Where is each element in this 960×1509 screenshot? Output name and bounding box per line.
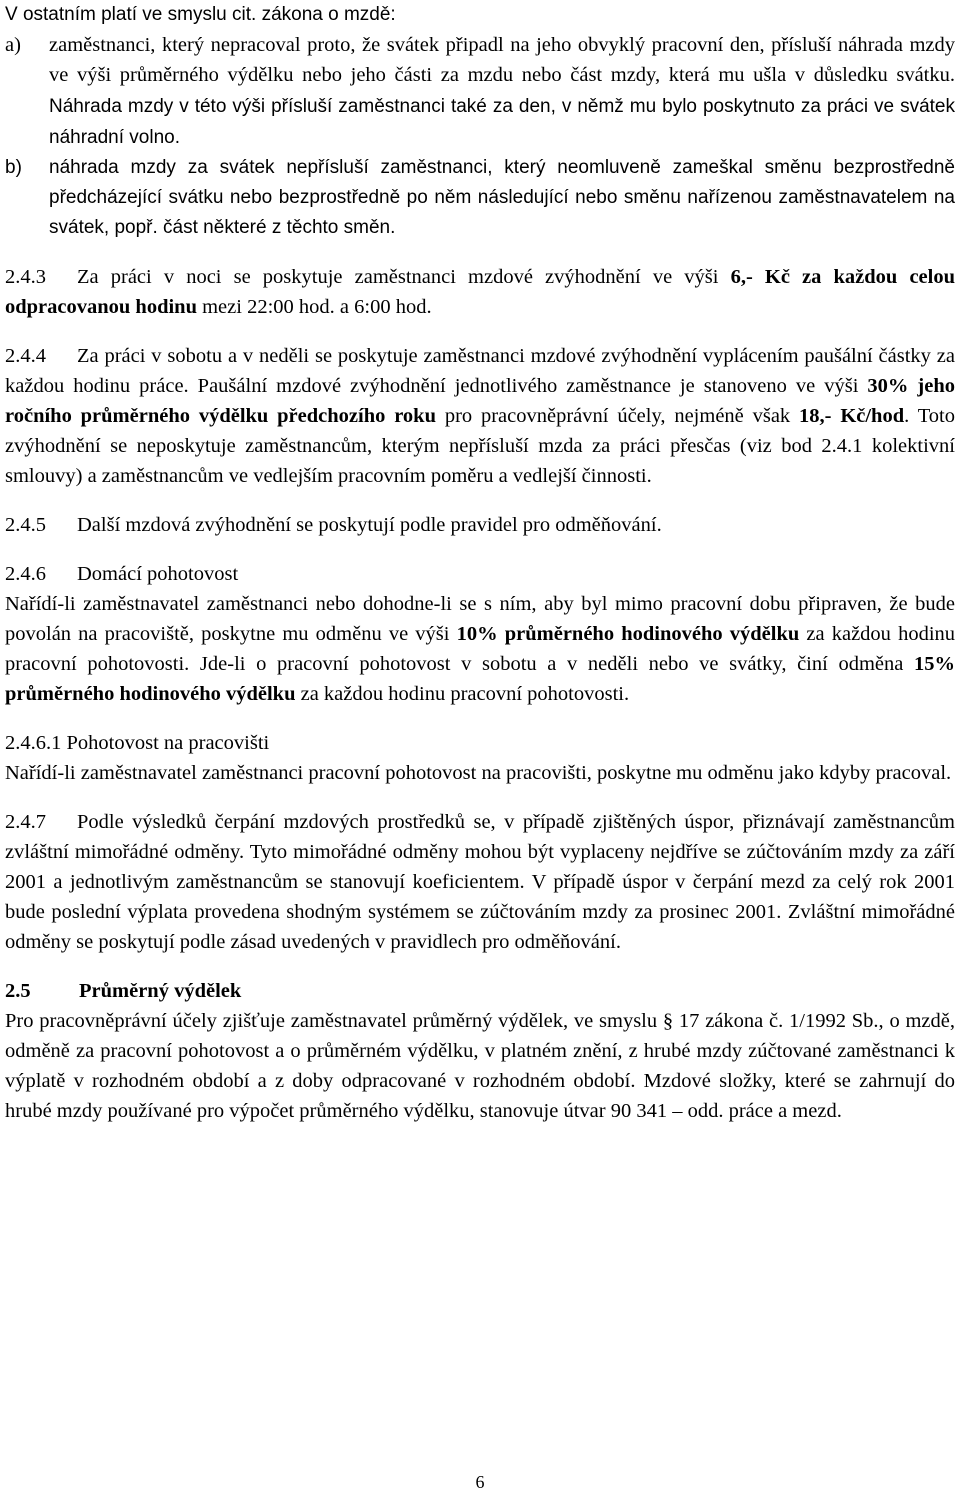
page-number: 6 [475,1472,485,1492]
section-number: 2.4.3 [5,266,46,288]
section-text: Za práci v sobotu a v neděli se poskytuje zaměstnanci mzdové zvýhodnění vyplácením paušální částky za každou hodinu práce. Paušální mzdové zvýhodnění jednotlivého zaměstnance je stanoveno ve výši [5,345,955,397]
section-2-4-6-1-heading [5,728,955,758]
section-2-4-6-heading [5,559,955,589]
section-text: Za práci v noci se poskytuje zaměstnanci mzdové zvýhodnění ve výši [77,266,731,288]
section-text: mezi 22:00 hod. a 6:00 hod. [196,296,432,318]
list-text-a-part1: zaměstnanci, který nepracoval proto, že svátek připadl na jeho obvyklý pracovní den, přísluší náhrada mzdy ve výši průměrného výdělku nebo jeho části za mzdu nebo část mzdy, která mu ušla v důsledku svátku. [49,34,955,86]
list-item-a [5,30,955,153]
section-text: Další mzdová zvýhodnění se poskytují podle pravidel pro odměňování. [77,514,662,536]
section-number: 2.4.5 [5,514,46,536]
section-text: Podle výsledků čerpání mzdových prostředků se, v případě zjištěných úspor, přiznávají zaměstnancům zvláštní mimořádné odměny. Tyto mimořádné odměny mohou být vyplaceny nejdříve se zúčtováním mzdy za září 2001 a jednotlivým zaměstnancům se stanovují koeficientem. V případě úspor v čerpání mezd za celý rok 2001 bude poslední výplata provedena shodným systémem se zúčtováním mzdy za prosinec 2001. Zvláštní mimořádné odměny se poskytují podle zásad uvedených v pravidlech pro odměňování. [5,811,955,953]
section-title: Domácí pohotovost [77,563,239,585]
section-2-5-heading [5,976,955,1006]
section-title: Pohotovost na pracovišti [66,732,270,754]
list-label-b: b) [5,157,22,178]
section-2-4-7 [5,807,955,957]
section-text: Nařídí-li zaměstnavatel zaměstnanci nebo dohodne-li se s ním, aby byl mimo pracovní dobu připraven, že bude povolán na pracoviště, poskytne mu odměnu ve výši [5,593,955,645]
section-text: . Toto zvýhodnění se neposkytuje zaměstnancům, kterým nepřísluší mzda za práci přesčas (viz bod 2.4.1 kolektivní smlouvy) a zaměstnancům ve vedlejším pracovním poměru a vedlejší činnosti. [5,405,956,487]
section-2-4-3 [5,262,955,322]
list-text-a-part2: Náhrada mzdy v této výši přísluší zaměstnanci také za den, v němž mu bylo poskytnuto za práci ve svátek náhradní volno. [49,96,955,148]
section-number: 2.5 [5,980,31,1002]
section-bold-text: 18,- Kč/hod [799,405,905,427]
section-number: 2.4.7 [5,811,46,833]
section-2-4-5 [5,510,955,540]
section-bold-text: 6,- Kč za každou celou odpracovanou hodinu [5,266,955,318]
list-item-b [5,153,955,243]
section-number: 2.4.6.1 [5,732,62,754]
list-text-a [49,30,955,153]
document-page [5,0,955,1126]
section-number: 2.4.4 [5,345,46,367]
section-bold-text: 15% průměrného hodinového výdělku [5,653,955,705]
list-text-b: náhrada mzdy za svátek nepřísluší zaměstnanci, který neomluveně zameškal směnu bezprostředně předcházející svátku nebo bezprostředně po něm následující nebo směnu nařízenou zaměstnavatelem na svátek, popř. část některé z těchto směn. [49,157,955,238]
section-2-5-body: Pro pracovněprávní účely zjišťuje zaměstnavatel průměrný výdělek, ve smyslu § 17 zákona č. 1/1992 Sb., o mzdě, odměně za pracovní pohotovost a o průměrném výdělku, v platném znění, z hrubé mzdy zúčtované zaměstnanci k výplatě v rozhodném období a z doby odpracované v rozhodném období. Mzdové složky, které se zahrnují do hrubé mzdy používané pro výpočet průměrného výdělku, stanovuje útvar 90 341 – odd. práce a mezd. [5,1010,955,1122]
section-bold-text: 10% průměrného hodinového výdělku [456,623,800,645]
section-text: pro pracovněprávní účely, nejméně však [435,405,800,427]
intro-lead: V ostatním platí ve smyslu cit. zákona o mzdě: [5,4,396,25]
section-2-4-4 [5,341,955,491]
section-bold-text: 30% jeho ročního průměrného výdělku předchozího roku [5,375,955,427]
list-label-a: a) [5,34,21,56]
section-number: 2.4.6 [5,563,46,585]
section-2-4-6-1-body: Nařídí-li zaměstnavatel zaměstnanci pracovní pohotovost na pracovišti, poskytne mu odměnu jako kdyby pracoval. [5,762,952,784]
section-2-4-6-body [5,589,955,709]
section-text: za každou hodinu pracovní pohotovosti. Jde-li o pracovní pohotovost v sobotu a v neděli nebo ve svátky, činí odměna [5,623,956,675]
section-title: Průměrný výdělek [79,980,242,1002]
section-text: za každou hodinu pracovní pohotovosti. [295,683,630,705]
